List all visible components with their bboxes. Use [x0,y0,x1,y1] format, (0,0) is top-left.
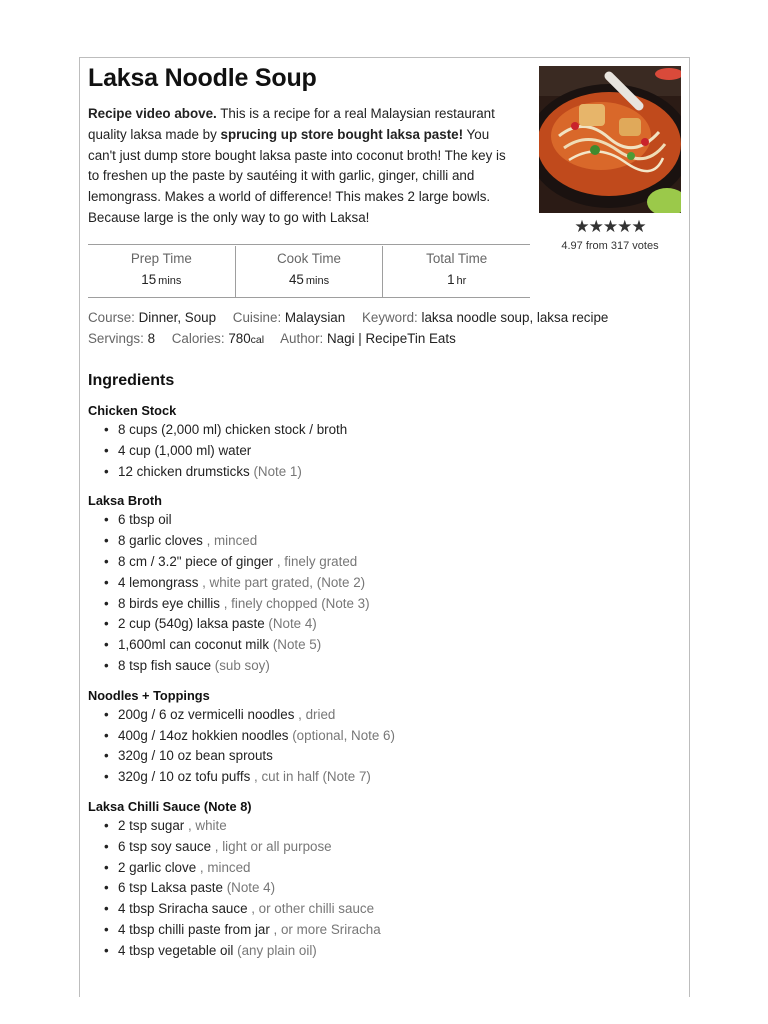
ingredient-group-chilli-sauce [88,796,648,962]
summary-emphasis: sprucing up store bought laksa paste! [220,126,464,142]
calories-unit: cal [250,334,265,346]
ingredient-item: • 4 tbsp vegetable oil (any plain oil) [88,941,648,962]
ingredient-item: • 2 garlic clove , minced [88,858,648,879]
bullet-icon: • [104,859,109,875]
prep-time-value [88,272,235,287]
cook-time-label: Cook Time [277,251,341,266]
ingredients-heading: Ingredients [88,372,175,389]
recipe-photo [539,66,681,213]
cook-time-value [236,272,383,287]
course-value: Dinner, Soup [138,310,217,325]
bullet-icon: • [104,616,109,632]
bullet-icon: • [104,442,109,458]
meta-author: Author: Nagi | RecipeTin Eats [280,331,456,346]
prep-time [88,246,235,297]
total-time-unit: hr [456,275,467,287]
times-bottom-divider [88,297,530,298]
total-time-label: Total Time [426,251,488,266]
ingredients-section [88,400,648,962]
prep-time-unit: mins [158,275,182,287]
recipe-summary [88,104,513,229]
bullet-icon: • [104,817,109,833]
ingredient-item: • 400g / 14oz hokkien noodles (optional, Note 6) [88,726,648,747]
ingredient-item: • 320g / 10 oz tofu puffs , cut in half (Note 7) [88,767,648,788]
bullet-icon: • [104,637,109,653]
recipe-title: Laksa Noodle Soup [88,64,317,92]
meta-course: Course: Dinner, Soup [88,310,217,325]
ingredient-group-title: Laksa Chilli Sauce (Note 8) [88,798,252,814]
meta-keyword: Keyword: laksa noodle soup, laksa recipe [361,310,609,325]
ingredient-item: • 4 tbsp chilli paste from jar , or more Sriracha [88,920,648,941]
ingredient-group-chicken-stock [88,400,648,482]
calories-value: 780 [228,331,251,346]
bullet-icon: • [104,463,109,479]
laksa-bowl-image [539,66,681,213]
ingredient-item: • 6 tsp Laksa paste (Note 4) [88,878,648,899]
meta-calories: Calories: 780cal [171,331,265,346]
ingredient-group-title: Laksa Broth [88,493,162,509]
ingredient-list [88,510,648,676]
cook-time [235,246,383,297]
prep-time-label: Prep Time [130,251,192,266]
bullet-icon: • [104,769,109,785]
bullet-icon: • [104,748,109,764]
ingredient-item: • 200g / 6 oz vermicelli noodles , dried [88,705,648,726]
total-time [382,246,530,297]
bullet-icon: • [104,533,109,549]
cook-time-unit: mins [305,275,330,287]
meta-servings: Servings: 8 [88,331,156,346]
ingredient-item: • 4 lemongrass , white part grated, (Note 2) [88,573,648,594]
ingredient-item: • 6 tbsp oil [88,510,648,531]
ingredient-item: • 4 cup (1,000 ml) water [88,441,648,462]
ingredient-group-noodles-toppings [88,685,648,788]
bullet-icon: • [104,921,109,937]
recipe-times [88,246,530,297]
ingredient-item: • 12 chicken drumsticks (Note 1) [88,462,648,483]
ingredient-item: • 6 tsp soy sauce , light or all purpose [88,837,648,858]
bullet-icon: • [104,553,109,569]
bullet-icon: • [104,595,109,611]
ingredient-list [88,816,648,962]
summary-text-1: This is a recipe for a real Malaysian restaurant quality laksa made by [88,106,495,142]
bullet-icon: • [104,942,109,958]
ingredient-list [88,420,648,482]
rating-votes: 4.97 from 317 votes [561,240,659,252]
bullet-icon: • [104,838,109,854]
bullet-icon: • [104,512,109,528]
rating-stars[interactable]: ★★★★★ [574,217,646,236]
ingredient-item: • 8 garlic cloves , minced [88,531,648,552]
summary-text-2: You can't just dump store bought laksa paste into coconut broth! The key is to freshen up the paste by sautéing it with garlic, ginger, chilli and lemongrass. Makes a world of difference! This makes 2 large bowls. Because large is the only way to go with Laksa! [88,126,506,225]
bullet-icon: • [104,727,109,743]
cuisine-value: Malaysian [284,310,346,325]
total-time-value [383,272,530,287]
cook-time-number: 45 [288,272,304,287]
ingredient-item: • 8 birds eye chillis , finely chopped (Note 3) [88,594,648,615]
ingredient-group-title: Noodles + Toppings [88,687,210,703]
summary-intro: Recipe video above. [88,106,217,121]
ingredient-item: • 2 tsp sugar , white [88,816,648,837]
prep-time-number: 15 [141,272,157,287]
times-top-divider [88,244,530,245]
ingredient-list [88,705,648,788]
ingredient-item: • 320g / 10 oz bean sprouts [88,746,648,767]
total-time-number: 1 [447,272,455,287]
bullet-icon: • [104,901,109,917]
recipe-meta-row-1 [88,310,621,325]
ingredient-group-laksa-broth [88,490,648,676]
ingredient-item: • 8 cups (2,000 ml) chicken stock / broth [88,420,648,441]
bullet-icon: • [104,657,109,673]
bullet-icon: • [104,706,109,722]
bullet-icon: • [104,880,109,896]
ingredient-item: • 8 tsp fish sauce (sub soy) [88,656,648,677]
ingredient-item: • 2 cup (540g) laksa paste (Note 4) [88,614,648,635]
ingredient-group-title: Chicken Stock [88,403,177,418]
bullet-icon: • [104,574,109,590]
servings-value[interactable]: 8 [147,331,156,346]
ingredient-item: • 1,600ml can coconut milk (Note 5) [88,635,648,656]
author-value: Nagi | RecipeTin Eats [327,331,456,346]
ingredient-item: • 4 tbsp Sriracha sauce , or other chilli sauce [88,899,648,920]
bullet-icon: • [104,422,109,437]
keyword-value: laksa noodle soup, laksa recipe [421,310,609,325]
meta-cuisine: Cuisine: Malaysian [232,310,346,325]
ingredient-item: • 8 cm / 3.2" piece of ginger , finely grated [88,552,648,573]
recipe-meta-row-2 [88,331,469,346]
